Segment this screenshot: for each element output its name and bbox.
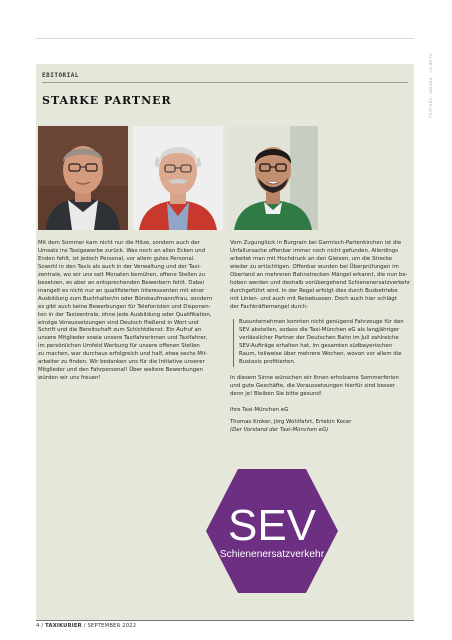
magazine-name: TAXIKURIER [45,623,82,629]
right-paragraph-1: Vom Zugunglück in Burgrain bei Garmisch-Partenkirchen ist die Unfallursache offenbar immer noch nicht gefunden. Allerdings arbeitet man mit Hochdruck an den Gleisen, um die Strecke wieder zu ertüchtigen. Offenbar wurden bei Überprüfungen im Oberland an mehreren Bahnstrecken Mängel erkannt, die nun be- hoben werden und deshalb vorübergehend Schienenersatzverkehr durchgeführt wird. In der Regel erfolgt dies durch Busbetriebe mit Linien- und auch mit Reisebussen. Doch auch hier schlägt der Fachkräftemangel durch: [230,240,411,310]
left-column-text: Mit dem Sommer kam nicht nur die Hitze, sondern auch der Umsatz ins Taxigewerbe zurück. Was noch an allen Ecken und Enden fehlt, ist jedoch Personal, vor allem gutes Personal. Sowohl in den Taxis als auch in der Verwaltung und der Taxi- zentrale, wo wir uns seit Monaten bemühen, offene Stellen zu besetzen, es aber an entsprechenden Bewerbern fehlt. Dabei mangelt es nicht nur an qualifizierten Interessenten mit einer Ausbildung zum Buchhalter/in oder Bürokaufmann/frau, sondern es gibt auch keine Bewerbungen für Telefonisten und Disponen- ten in der Taxizentrale, ohne jede Ausbildung oder Qualifikation, einzige Voraussetzungen sind Deutsch fließend in Wort und Schrift und die Bereitschaft zum Schichtdienst. Ein Aufruf an unsere Mitglieder sowie unsere Taxifahrerinnen und Taxifahrer, im persönlichen Umfeld Werbung für unsere offenen Stellen zu machen, war durchaus erfolgreich und half, etwa sechs Mit- arbeiter zu finden. Wir bedanken uns für die Initiative unserer Mitglieder und den Fahrpersonal! Über weitere Bewerbungen würden wir uns freuen! [38,240,213,382]
indented-quote: Busunternehmen konnten nicht genügend Fahrzeuge für den SEV abstellen, sodass die Taxi-München eG als langjähriger verlässlicher Partner der Deutschen Bahn im Juli zahlreiche SEV-Aufträge erhalten hat, im gesamten südbayerischen Raum, teilweise über mehrere Wochen, wovon vor allem die Bustaxis profitierten. [233,319,412,367]
photo-credit [429,28,441,118]
photo-credit-text: Portraits: ablaba · ca.de.hl [429,53,434,118]
top-rule [36,38,414,39]
section-rule [42,82,408,83]
portrait-ertekin-kocer [228,126,318,230]
footer-separator: / [81,623,88,629]
signatories: Thomas Kroker, Jörg Wohlfahrt, Ertekin Kocer [230,418,352,425]
sev-badge [204,467,340,595]
right-paragraph-2: In diesem Sinne wünschen wir Ihnen erholsame Sommerferien und gute Geschäfte, die Voraussetzungen hierfür sind besser denn je! Bleiben Sie bitte gesund! [230,375,399,397]
portrait-thomas-kroker [38,126,128,230]
portrait-joerg-wohlfahrt [133,126,223,230]
signatories-role: (Der Vorstand der Taxi-München eG) [230,426,329,433]
portrait-image [228,126,318,230]
issue-date: SEPTEMBER 2022 [87,623,137,629]
footer-separator: / [39,623,46,629]
sev-big-text: SEV [227,501,317,550]
footer [36,623,136,629]
sev-small-text: Schienenersatzverkehr [219,549,325,560]
editorial-card [36,64,414,620]
closing-line: Ihre Taxi-München eG [230,406,289,413]
right-column [230,240,412,435]
headline: STARKE PARTNER [42,94,172,107]
page-number: 4 [36,623,40,629]
section-label: EDITORIAL [42,72,80,79]
left-column [38,240,214,391]
footer-rule [36,620,414,621]
portrait-image [133,126,223,230]
portrait-image [38,126,128,230]
